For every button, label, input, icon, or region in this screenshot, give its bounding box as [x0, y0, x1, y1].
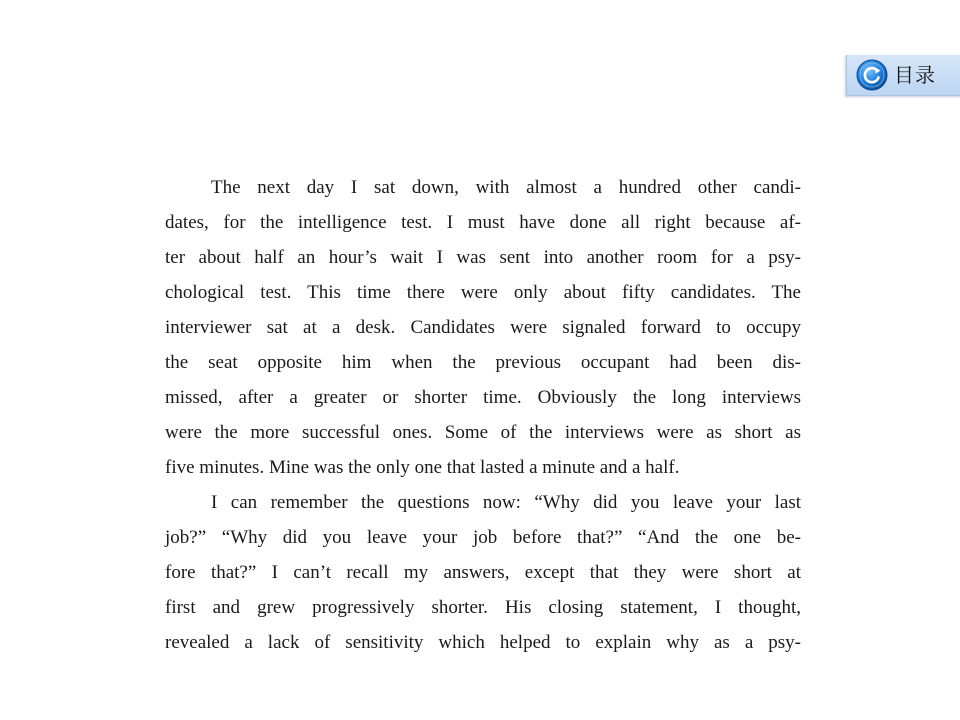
passage-line: the seat opposite him when the previous occupant had been dis- [165, 352, 801, 373]
table-of-contents-label: 目录 [894, 63, 936, 87]
passage-line: The next day I sat down, with almost a hundred other candi- [211, 177, 801, 198]
passage-text [165, 170, 801, 660]
passage-line: revealed a lack of sensitivity which helped to explain why as a psy- [165, 632, 801, 653]
table-of-contents-button[interactable] [846, 55, 960, 96]
passage-line: fore that?” I can’t recall my answers, except that they were short at [165, 562, 801, 583]
passage-line: missed, after a greater or shorter time. Obviously the long interviews [165, 387, 801, 408]
passage-line: chological test. This time there were only about fifty candidates. The [165, 282, 801, 303]
passage-line: were the more successful ones. Some of the interviews were as short as [165, 422, 801, 443]
passage-line: ter about half an hour’s wait I was sent into another room for a psy- [165, 247, 801, 268]
passage-line: I can remember the questions now: “Why did you leave your last [211, 492, 801, 513]
passage-line: five minutes. Mine was the only one that lasted a minute and a half. [165, 457, 680, 478]
passage-line: interviewer sat at a desk. Candidates were signaled forward to occupy [165, 317, 801, 338]
passage-line: job?” “Why did you leave your job before that?” “And the one be- [165, 527, 801, 548]
passage-line: first and grew progressively shorter. His closing statement, I thought, [165, 597, 801, 618]
passage-line: dates, for the intelligence test. I must have done all right because af- [165, 212, 801, 233]
circular-arrow-icon [856, 59, 888, 91]
